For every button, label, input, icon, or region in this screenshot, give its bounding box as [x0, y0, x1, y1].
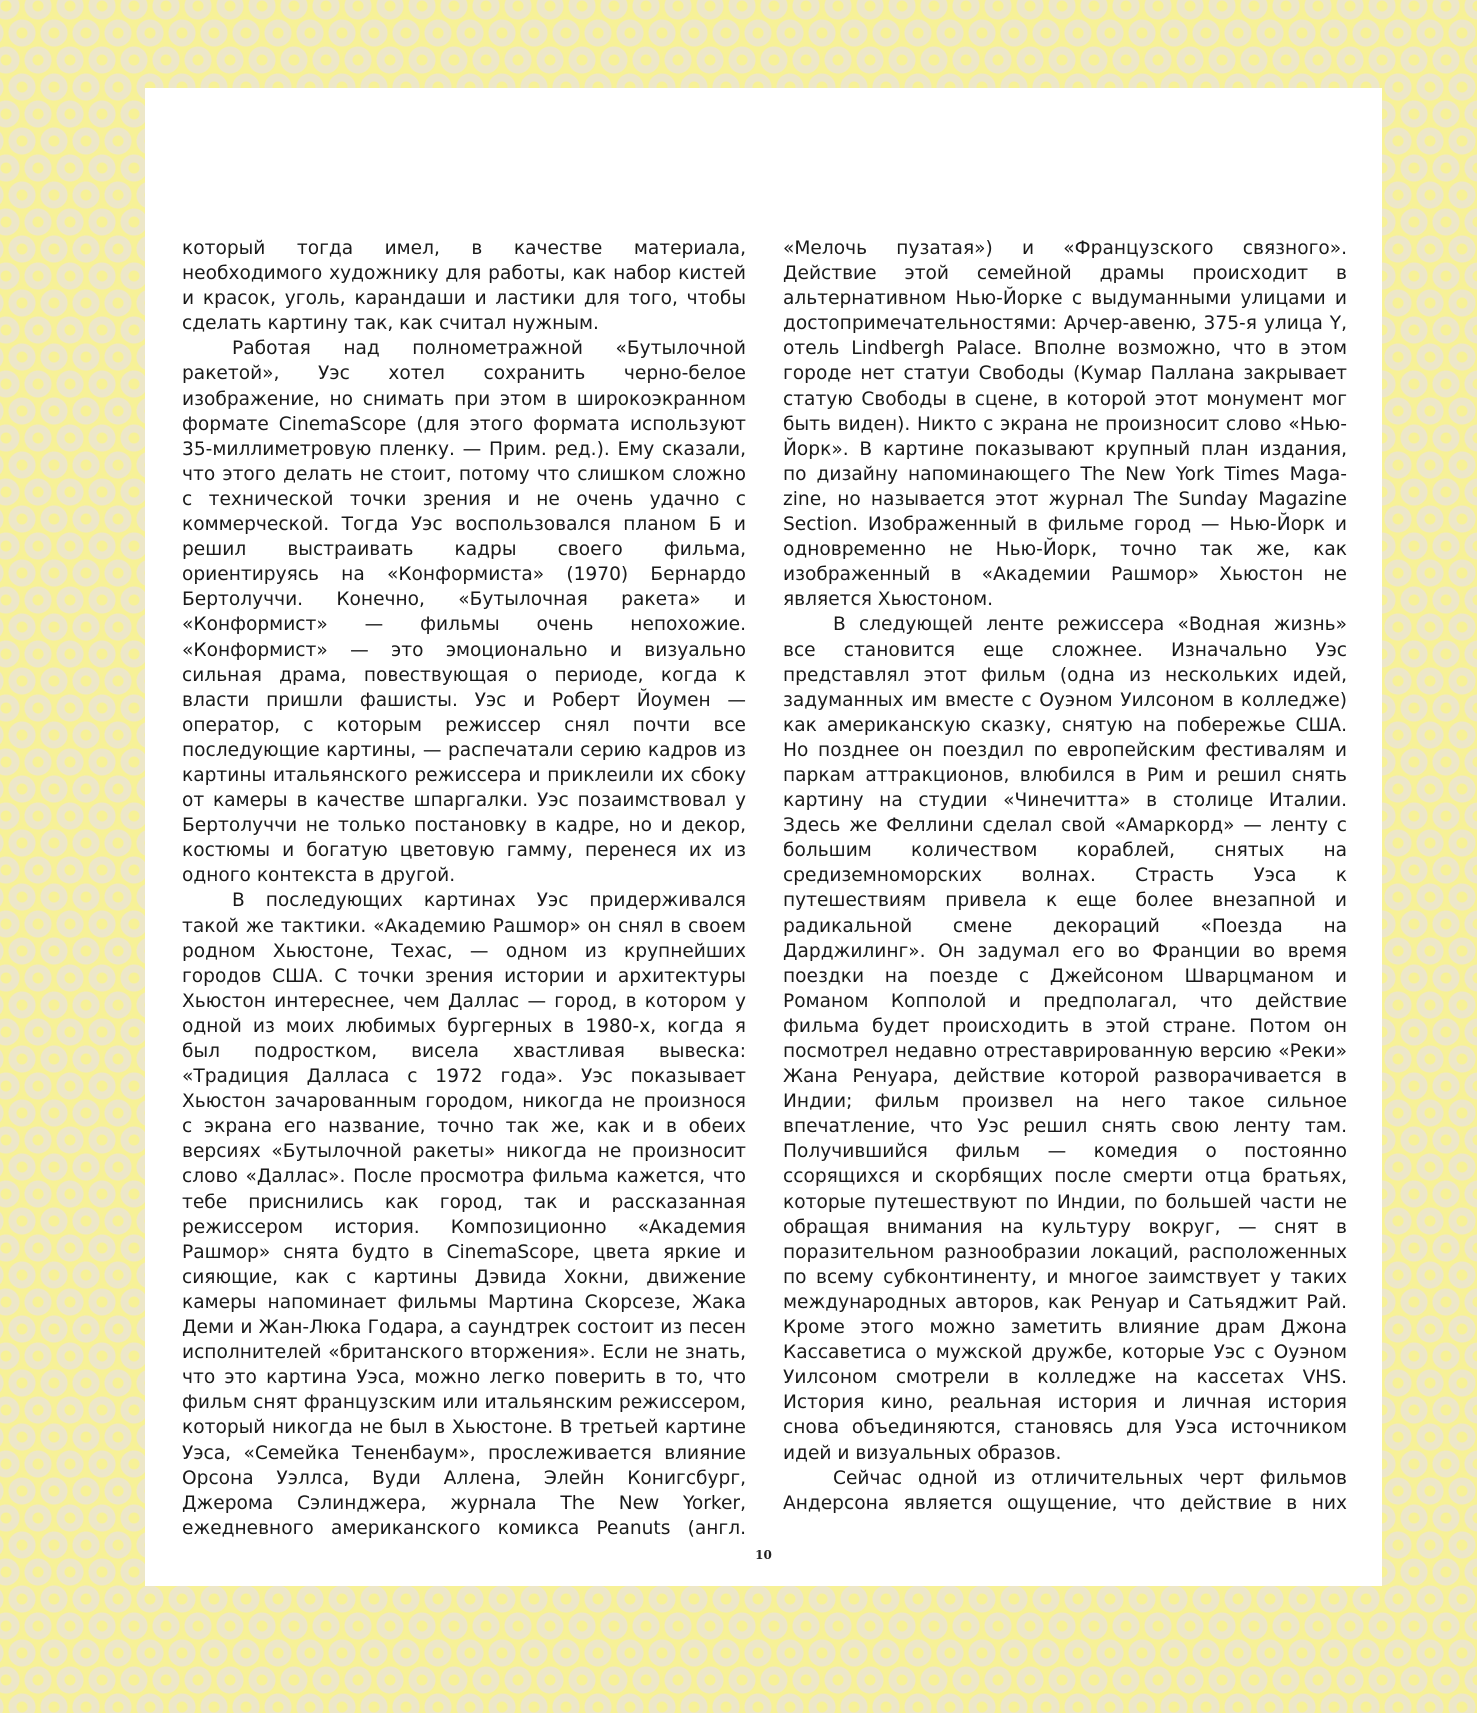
paragraph: Сейчас одной из отличительных черт фильмов Андерсона является ощущение, что действие в них	[783, 1467, 1347, 1514]
paragraph: Работая над полнометражной «Бутылочной ракетой», Уэс хотел сохранить черно-белое изображение, но снимать при этом в широкоэкранном формате CinemaScope (для этого формата используют 35-миллиметровую пленку. — Прим. ред.). Ему сказали, что этого делать не стоит, потому что слишком сложно с технической точки зрения и не очень удачно с коммерческой. Тогда Уэс воспользовался планом Б и решил выстраивать кадры своего фильма, ориентируясь на «Конформиста» (1970) Бернардо Бертолуччи. Конечно, «Бутылочная ракета» и «Конформист» — фильмы очень непохожие. «Конформист» — это эмоционально и визуально сильная драма, повествующая о периоде, когда к власти пришли фашисты. Уэс и Роберт Йоумен — оператор, с которым режиссер снял почти все последующие картины, — распечатали серию кадров из картины итальянского режиссера и приклеили их сбоку от камеры в качестве шпаргалки. Уэс позаимствовал у Бертолуччи не только постановку в кадре, но и декор, костюмы и богатую цветовую гамму, перенеся их из одного контекста в другой.	[182, 338, 746, 887]
paragraph: В следующей ленте режиссера «Водная жизнь» все становится еще сложнее. Изначально Уэс представлял этот фильм (одна из нескольких идей, задуманных им вместе с Оуэном Уилсоном в колледже) как американскую сказку, снятую на побережье США. Но позднее он поездил по европейским фестивалям и паркам аттракционов, влюбился в Рим и решил снять картину на студии «Чинечитта» в столице Италии. Здесь же Феллини сделал свой «Амаркорд» — ленту с большим количеством кораблей, снятых на средиземноморских волнах. Страсть Уэса к путешествиям привела к еще более внезапной и радикальной смене декораций «Поезда на Дарджилинг». Он задумал его во Франции во время поездки на поезде с Джейсоном Шварцманом и Романом Копполой и предполагал, что действие фильма будет происходить в этой стране. Потом он посмотрел недавно отреставрированную версию «Реки» Жана Ренуара, действие которой разворачивается в Индии; фильм произвел на него такое сильное впечатление, что Уэс решил снять свою ленту там. Получившийся фильм — комедия о постоянно ссорящихся и скорбящих после смерти отца братьях, которые путешествуют по Индии, по большей части не обращая внимания на культуру вокруг, — снят в поразительном разнообразии локаций, расположенных по всему субконтиненту, и многое заимствует у таких международных авторов, как Ренуар и Сатьяджит Рай. Кроме этого можно заметить влияние драм Джона Кассаветиса о мужской дружбе, которые Уэс с Оуэном Уилсоном смотрели в колледже на кассетах VHS. История кино, реальная история и личная история снова объединяются, становясь для Уэса источником идей и визуальных образов.	[783, 614, 1347, 1464]
left-text-column	[182, 236, 746, 1541]
book-page	[145, 88, 1382, 1586]
page-number: 10	[755, 1548, 772, 1562]
right-text-column	[783, 236, 1347, 1516]
paragraph: который тогда имел, в качестве материала, необходимого художнику для работы, как набор кистей и красок, уголь, карандаши и ластики для того, чтобы сделать картину так, как считал нужным.	[182, 238, 746, 335]
paragraph: «Мелочь пузатая») и «Французского связного». Действие этой семейной драмы происходит в альтернативном Нью-Йорке с выдуманными улицами и достопримечательностями: Арчер-авеню, 375-я улица Y, отель Lindbergh Palace. Вполне возможно, что в этом городе нет статуи Свободы (Кумар Паллана закрывает статую Свободы в сцене, в которой этот монумент мог быть виден). Никто с экрана не произносит слово «Нью-Йорк». В картине показывают крупный план издания, по дизайну напоминающего The New York Times Magazine, но называется этот журнал The Sunday Magazine Section. Изображенный в фильме город — Нью-Йорк и одновременно не Нью-Йорк, точно так же, как изображенный в «Академии Рашмор» Хьюстон не является Хьюстоном.	[783, 238, 1347, 611]
paragraph: В последующих картинах Уэс придерживался такой же тактики. «Академию Рашмор» он снял в своем родном Хьюстоне, Техас, — одном из крупнейших городов США. С точки зрения истории и архитектуры Хьюстон интереснее, чем Даллас — город, в котором у одной из моих любимых бургерных в 1980-х, когда я был подростком, висела хвастливая вывеска: «Традиция Далласа с 1972 года». Уэс показывает Хьюстон зачарованным городом, никогда не произнося с экрана его название, точно так же, как и в обеих версиях «Бутылочной ракеты» никогда не произносит слово «Даллас». После просмотра фильма кажется, что тебе приснились как город, так и рассказанная режиссером история. Композиционно «Академия Рашмор» снята будто в CinemaScope, цвета яркие и сияющие, как с картины Дэвида Хокни, движение камеры напоминает фильмы Мартина Скорсезе, Жака Деми и Жан-Люка Годара, а саундтрек состоит из песен исполнителей «британского вторжения». Если не знать, что это картина Уэса, можно легко поверить в то, что фильм снят французским или итальянским режиссером, который никогда не был в Хьюстоне. В третьей картине Уэса, «Семейка Тененбаум», прослеживается влияние Орсона Уэллса, Вуди Аллена, Элейн Конигсбург, Джерома Сэлинджера, журнала The New Yorker, ежедневного американского комикса Peanuts (англ.	[182, 890, 746, 1539]
